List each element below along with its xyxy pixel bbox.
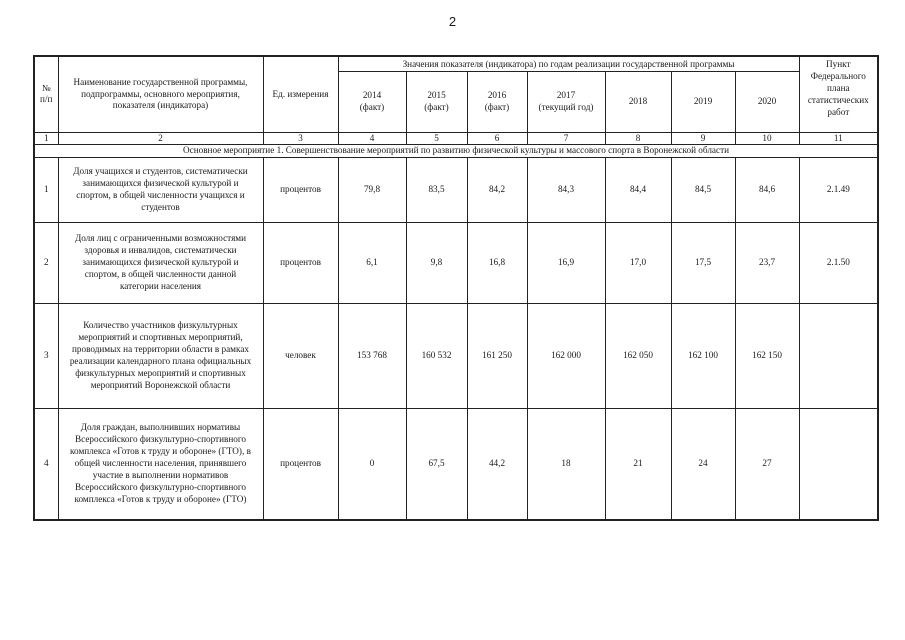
value-2019: 84,5: [671, 157, 735, 222]
column-number: 11: [799, 132, 878, 144]
value-2016: 84,2: [467, 157, 527, 222]
table-row: [34, 303, 878, 408]
value-2015: 83,5: [406, 157, 467, 222]
value-2017: 16,9: [527, 222, 605, 303]
row-number: 1: [34, 157, 58, 222]
value-2019: 24: [671, 408, 735, 520]
value-2015: 67,5: [406, 408, 467, 520]
column-number: 1: [34, 132, 58, 144]
row-number: 2: [34, 222, 58, 303]
header-year-2018: 2018: [605, 71, 671, 132]
indicator-name: Доля учащихся и студентов, систематически занимающихся физической культурой и спортом, в общей численности учащихся и студентов: [58, 157, 263, 222]
table-row: [34, 157, 878, 222]
plan-item: [799, 408, 878, 520]
section-row: [34, 144, 878, 157]
value-2018: 21: [605, 408, 671, 520]
header-col-plan: Пункт Федерального плана статистических работ: [799, 56, 878, 132]
row-number: 4: [34, 408, 58, 520]
value-2015: 9,8: [406, 222, 467, 303]
value-2018: 162 050: [605, 303, 671, 408]
indicator-unit: процентов: [263, 157, 338, 222]
header-year-2020: 2020: [735, 71, 799, 132]
column-number: 6: [467, 132, 527, 144]
indicator-name: Доля лиц с ограниченными возможностями здоровья и инвалидов, систематически занимающихся физической культурой и спортом, в общей численности данной категории населения: [58, 222, 263, 303]
value-2020: 84,6: [735, 157, 799, 222]
value-2016: 44,2: [467, 408, 527, 520]
indicators-table: [33, 55, 879, 521]
table-row: [34, 222, 878, 303]
value-2019: 17,5: [671, 222, 735, 303]
value-2016: 161 250: [467, 303, 527, 408]
indicator-name: Доля граждан, выполнивших нормативы Всероссийского физкультурно-спортивного комплекса «Готов к труду и обороне» (ГТО), в общей численности населения, принявшего участие в выполнении нормативов Всероссийского физкультурно-спортивного комплекса «Готов к труду и обороне» (ГТО): [58, 408, 263, 520]
header-col-num: № п/п: [34, 56, 58, 132]
value-2020: 162 150: [735, 303, 799, 408]
value-2014: 79,8: [338, 157, 406, 222]
table-row: [34, 408, 878, 520]
value-2018: 17,0: [605, 222, 671, 303]
value-2015: 160 532: [406, 303, 467, 408]
header-col-name: Наименование государственной программы, подпрограммы, основного мероприятия, показателя (индикатора): [58, 56, 263, 132]
plan-item: [799, 303, 878, 408]
value-2019: 162 100: [671, 303, 735, 408]
value-2018: 84,4: [605, 157, 671, 222]
header-year-2014: 2014 (факт): [338, 71, 406, 132]
header-year-2019: 2019: [671, 71, 735, 132]
column-numbers-row: [34, 132, 878, 144]
column-number: 2: [58, 132, 263, 144]
header-col-unit: Ед. измерения: [263, 56, 338, 132]
column-number: 3: [263, 132, 338, 144]
section-title: Основное мероприятие 1. Совершенствование мероприятий по развитию физической культуры и массового спорта в Воронежской области: [34, 144, 878, 157]
value-2016: 16,8: [467, 222, 527, 303]
value-2014: 6,1: [338, 222, 406, 303]
indicator-unit: процентов: [263, 408, 338, 520]
header-year-2017: 2017 (текущий год): [527, 71, 605, 132]
plan-item: 2.1.50: [799, 222, 878, 303]
value-2017: 162 000: [527, 303, 605, 408]
header-group-title: Значения показателя (индикатора) по годам реализации государственной программы: [338, 56, 799, 71]
column-number: 5: [406, 132, 467, 144]
column-number: 4: [338, 132, 406, 144]
value-2017: 84,3: [527, 157, 605, 222]
header-year-2015: 2015 (факт): [406, 71, 467, 132]
value-2020: 27: [735, 408, 799, 520]
column-number: 7: [527, 132, 605, 144]
column-number: 9: [671, 132, 735, 144]
indicator-unit: человек: [263, 303, 338, 408]
value-2014: 153 768: [338, 303, 406, 408]
indicator-unit: процентов: [263, 222, 338, 303]
value-2020: 23,7: [735, 222, 799, 303]
column-number: 8: [605, 132, 671, 144]
header-year-2016: 2016 (факт): [467, 71, 527, 132]
column-number: 10: [735, 132, 799, 144]
indicator-name: Количество участников физкультурных мероприятий и спортивных мероприятий, проводимых на территории области в рамках реализации календарного плана официальных физкультурных мероприятий и спортивных мероприятий Воронежской области: [58, 303, 263, 408]
value-2014: 0: [338, 408, 406, 520]
row-number: 3: [34, 303, 58, 408]
value-2017: 18: [527, 408, 605, 520]
header-row-group: [34, 56, 878, 71]
page-number: 2: [448, 14, 457, 29]
plan-item: 2.1.49: [799, 157, 878, 222]
